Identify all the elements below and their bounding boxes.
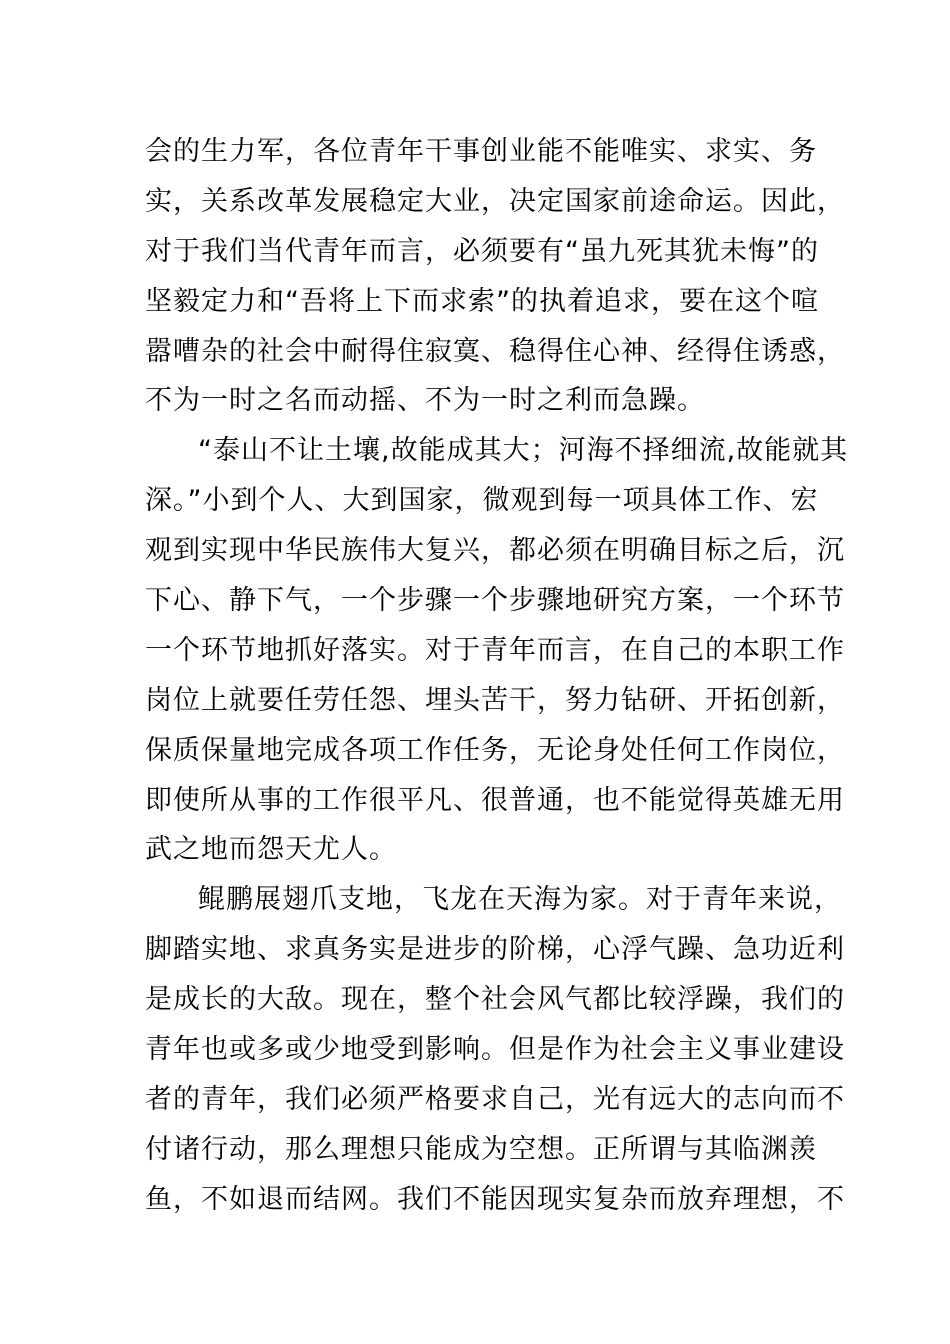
text-line: 脚踏实地、求真务实是进步的阶梯，心浮气躁、急功近利	[145, 934, 845, 966]
text-line: 不为一时之名而动摇、不为一时之利而急躁。	[145, 385, 705, 417]
text-line: 武之地而怨天尤人。	[145, 834, 397, 866]
text-line: 付诸行动，那么理想只能成为空想。正所谓与其临渊羡	[145, 1133, 817, 1165]
text-line: 深。”小到个人、大到国家，微观到每一项具体工作、宏	[145, 485, 819, 517]
text-line: 保质保量地完成各项工作任务，无论身处任何工作岗位，	[145, 734, 845, 766]
text-line: 岗位上就要任劳任怨、埋头苦干，努力钻研、开拓创新，	[145, 684, 845, 716]
text-line: 是成长的大敌。现在，整个社会风气都比较浮躁，我们的	[145, 984, 845, 1016]
text-line: 即使所从事的工作很平凡、很普通，也不能觉得英雄无用	[145, 784, 845, 816]
text-line: 一个环节地抓好落实。对于青年而言，在自己的本职工作	[145, 634, 845, 666]
text-line: 对于我们当代青年而言，必须要有“虽九死其犹未悔”的	[145, 235, 819, 267]
body-text	[145, 127, 849, 1225]
text-line: 坚毅定力和“吾将上下而求索”的执着追求，要在这个喧	[145, 285, 819, 317]
text-line: 鲲鹏展翅爪支地，飞龙在天海为家。对于青年来说，	[198, 884, 842, 916]
text-line: 会的生力军，各位青年干事创业能不能唯实、求实、务	[145, 136, 817, 167]
text-line: 青年也或多或少地受到影响。但是作为社会主义事业建设	[145, 1034, 845, 1066]
text-line: 观到实现中华民族伟大复兴，都必须在明确目标之后，沉	[145, 535, 845, 567]
text-line: “泰山不让土壤,故能成其大；河海不择细流,故能就其	[198, 435, 849, 467]
text-line: 实，关系改革发展稳定大业，决定国家前途命运。因此，	[145, 185, 845, 217]
text-line: 鱼，不如退而结网。我们不能因现实复杂而放弃理想，不	[145, 1183, 845, 1215]
text-line: 下心、静下气，一个步骤一个步骤地研究方案，一个环节	[145, 585, 845, 617]
text-line: 嚣嘈杂的社会中耐得住寂寞、稳得住心神、经得住诱惑，	[145, 335, 845, 367]
text-line: 者的青年，我们必须严格要求自己，光有远大的志向而不	[145, 1083, 845, 1115]
